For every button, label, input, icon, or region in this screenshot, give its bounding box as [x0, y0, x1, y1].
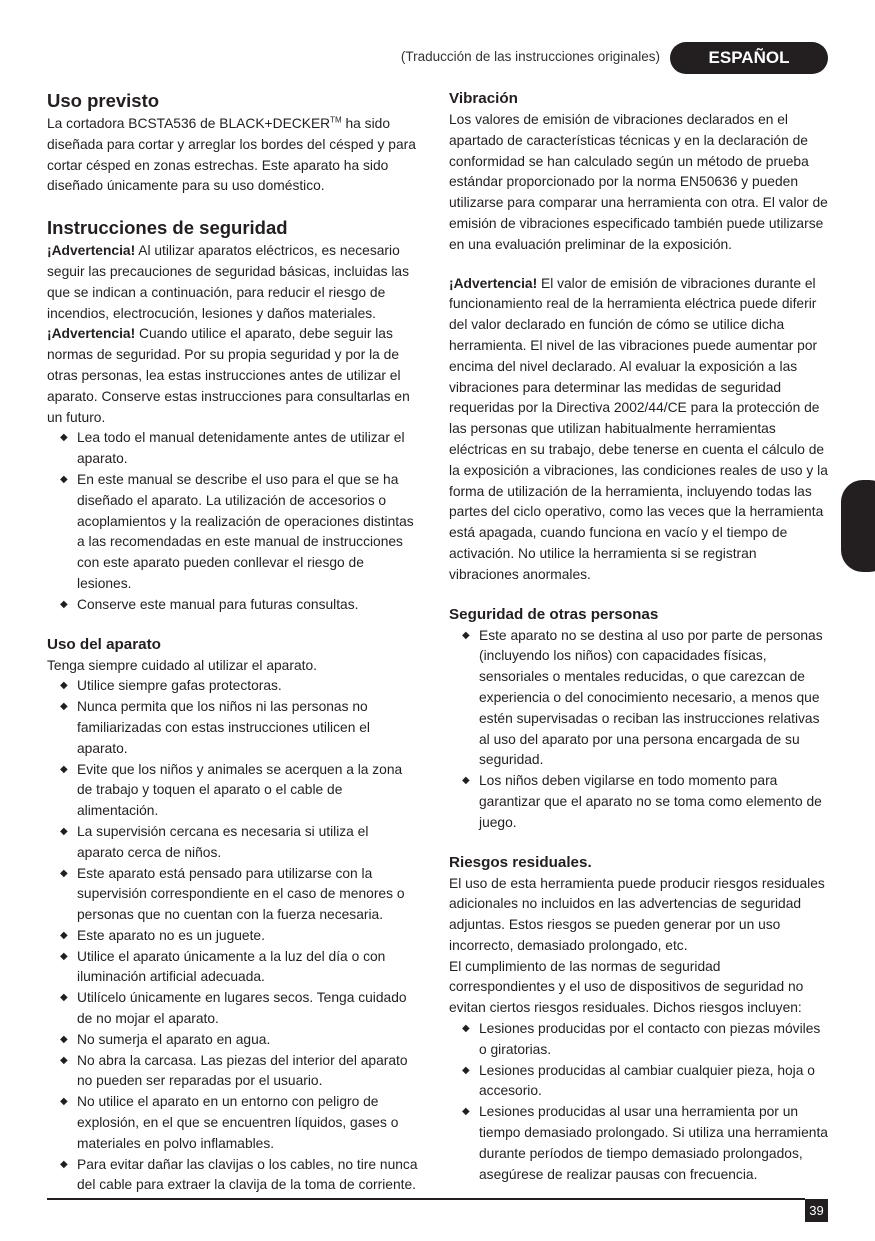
list-item: ◆ Lesiones producidas por el contacto con piezas móviles o giratorias.	[462, 1021, 821, 1057]
diamond-bullet-icon: ◆	[60, 598, 68, 610]
diamond-bullet-icon: ◆	[462, 1023, 470, 1035]
list-item: ◆ Utilice el aparato únicamente a la luz del día o con iluminación artificial adecuada.	[60, 948, 386, 985]
diamond-bullet-icon: ◆	[60, 867, 68, 879]
list-item: ◆ Este aparato no es un juguete.	[54, 926, 419, 947]
diamond-bullet-icon: ◆	[60, 680, 68, 692]
list-item: ◆ Evite que los niños y animales se acerquen a la zona de trabajo y toquen el aparato o el cable de alimentación.	[60, 761, 403, 819]
diamond-bullet-icon: ◆	[462, 1106, 470, 1118]
section-side-tab	[841, 480, 875, 572]
footer-divider	[47, 1198, 805, 1200]
warning-paragraph-1: ¡Advertencia! Al utilizar aparatos eléctricos, es necesario seguir las precauciones de seguridad básicas, incluidas las que se indican a continuación, para reducir el riesgo de incendios, electrocución, lesiones y daños materiales.	[47, 243, 409, 321]
diamond-bullet-icon: ◆	[60, 763, 68, 775]
list-item: ◆ No utilice el aparato en un entorno con peligro de explosión, en el que se encuentren líquidos, gases o materiales en polvo inflamables.	[60, 1094, 399, 1151]
list-item: ◆ No abra la carcasa. Las piezas del interior del aparato no pueden ser reparadas por el usuario.	[60, 1052, 408, 1089]
list-item: ◆ Conserve este manual para futuras consultas.	[54, 595, 419, 616]
otras-personas-list	[449, 626, 829, 834]
diamond-bullet-icon: ◆	[60, 1158, 68, 1170]
heading-uso-previsto: Uso previsto	[47, 90, 160, 111]
heading-riesgos-residuales: Riesgos residuales.	[449, 853, 592, 871]
diamond-bullet-icon: ◆	[60, 950, 68, 962]
vibracion-warning: ¡Advertencia! El valor de emisión de vibraciones durante el funcionamiento real de la herramienta eléctrica puede diferir del valor declarado en función de cómo se utilice dicha herramienta. El nivel de las vibraciones puede aumentar por encima del nivel declarado. Al evaluar la exposición a las vibraciones para determinar las medidas de seguridad requeridas por la Directiva 2002/44/CE para la protección de las personas que utilizan habitualmente herramientas eléctricas en su trabajo, debe tenerse en cuenta el cálculo de la exposición a vibraciones, las condiciones reales de uso y la forma de utilización de la herramienta, incluyendo todas las partes del ciclo operativo, como las veces que la herramienta está apagada, cuando funciona en vacío y el tiempo de activación. No utilice la herramienta si se registran vibraciones anormales.	[449, 275, 828, 582]
heading-seguridad-otras-personas: Seguridad de otras personas	[449, 605, 659, 623]
heading-vibracion: Vibración	[449, 90, 518, 107]
list-item: ◆ Para evitar dañar las clavijas o los cables, no tire nunca del cable para extraer la clavija de la toma de corriente.	[60, 1156, 418, 1193]
list-item: ◆ Los niños deben vigilarse en todo momento para garantizar que el aparato no se toma como elemento de juego.	[462, 773, 822, 830]
diamond-bullet-icon: ◆	[60, 701, 68, 713]
riesgos-text-2: El cumplimiento de las normas de seguridad correspondientes y el uso de dispositivos de seguridad no evitan ciertos riesgos residuales. Dichos riesgos incluyen:	[449, 958, 804, 1016]
riesgos-text-1: El uso de esta herramienta puede producir riesgos residuales adicionales no incluidos en las advertencias de seguridad adjuntas. Estos riesgos se pueden generar por un uso incorrecto, demasiado prolongado, etc.	[449, 875, 825, 953]
diamond-bullet-icon: ◆	[60, 473, 68, 485]
left-column	[47, 88, 419, 1196]
diamond-bullet-icon: ◆	[60, 1054, 68, 1066]
uso-aparato-intro: Tenga siempre cuidado al utilizar el aparato.	[47, 657, 317, 673]
diamond-bullet-icon: ◆	[60, 1033, 68, 1045]
list-item: ◆ Utilícelo únicamente en lugares secos. Tenga cuidado de no mojar el aparato.	[60, 990, 407, 1027]
safety-list	[47, 428, 419, 615]
diamond-bullet-icon: ◆	[60, 929, 68, 941]
diamond-bullet-icon: ◆	[462, 775, 470, 787]
warning-paragraph-2: ¡Advertencia! Cuando utilice el aparato, debe seguir las normas de seguridad. Por su propia seguridad y por la de otras personas, lea estas instrucciones antes de utilizar el aparato. Conserve estas instrucciones para consultarlas en un futuro.	[47, 326, 410, 425]
vibracion-text: Los valores de emisión de vibraciones declarados en el apartado de características técnicas y en la declaración de conformidad se han calculado según un método de prueba estándar proporcionado por la norma EN50636 y pueden utilizarse para comparar una herramienta con otra. El valor de emisión de vibraciones especificado también puede utilizarse en una evaluación preliminar de la exposición.	[449, 112, 828, 252]
heading-uso-aparato: Uso del aparato	[47, 635, 161, 653]
list-item: ◆ La supervisión cercana es necesaria si utiliza el aparato cerca de niños.	[60, 823, 369, 860]
language-badge: ESPAÑOL	[670, 42, 828, 74]
diamond-bullet-icon: ◆	[60, 432, 68, 444]
list-item: ◆ No sumerja el aparato en agua.	[54, 1030, 419, 1051]
riesgos-list	[449, 1019, 829, 1185]
diamond-bullet-icon: ◆	[60, 992, 68, 1004]
list-item: ◆ Utilice siempre gafas protectoras.	[54, 676, 419, 697]
translation-note: (Traducción de las instrucciones originales)	[400, 49, 660, 64]
list-item: ◆ En este manual se describe el uso para el que se ha diseñado el aparato. La utilización de accesorios o acoplamientos y la realización de operaciones distintas a las recomendadas en este manual de instrucciones con este aparato pueden conllevar el riesgo de lesiones.	[60, 471, 414, 591]
list-item: ◆ Lesiones producidas al cambiar cualquier pieza, hoja o accesorio.	[462, 1062, 815, 1099]
list-item: ◆ Lea todo el manual detenidamente antes de utilizar el aparato.	[60, 430, 405, 467]
list-item: ◆ Nunca permita que los niños ni las personas no familiarizadas con estas instrucciones utilicen el aparato.	[60, 699, 370, 756]
uso-previsto-text: La cortadora BCSTA536 de BLACK+DECKER™ ha sido diseñada para cortar y arreglar los bordes del césped y para cortar césped en zonas estrechas. Este aparato ha sido diseñado únicamente para su uso doméstico.	[47, 115, 416, 194]
uso-aparato-list	[47, 676, 419, 1196]
page-number: 39	[805, 1199, 828, 1222]
diamond-bullet-icon: ◆	[462, 1064, 470, 1076]
right-column	[449, 88, 829, 1185]
list-item: ◆ Lesiones producidas al usar una herramienta por un tiempo demasiado prolongado. Si utiliza una herramienta durante períodos de tiempo demasiado prolongados, asegúrese de realizar pausas con frecuencia.	[462, 1104, 828, 1182]
diamond-bullet-icon: ◆	[60, 1096, 68, 1108]
diamond-bullet-icon: ◆	[60, 825, 68, 837]
heading-instrucciones-seguridad: Instrucciones de seguridad	[47, 217, 288, 239]
diamond-bullet-icon: ◆	[462, 629, 470, 641]
list-item: ◆ Este aparato no se destina al uso por parte de personas (incluyendo los niños) con capacidades físicas, sensoriales o mentales reducidas, o que carezcan de experiencia o del conocimiento necesario, a menos que estén supervisadas o reciban las instrucciones relativas al uso del aparato por una persona encargada de su seguridad.	[462, 627, 823, 768]
list-item: ◆ Este aparato está pensado para utilizarse con la supervisión correspondiente en el caso de menores o personas que no cuentan con la fuerza necesaria.	[60, 865, 405, 923]
